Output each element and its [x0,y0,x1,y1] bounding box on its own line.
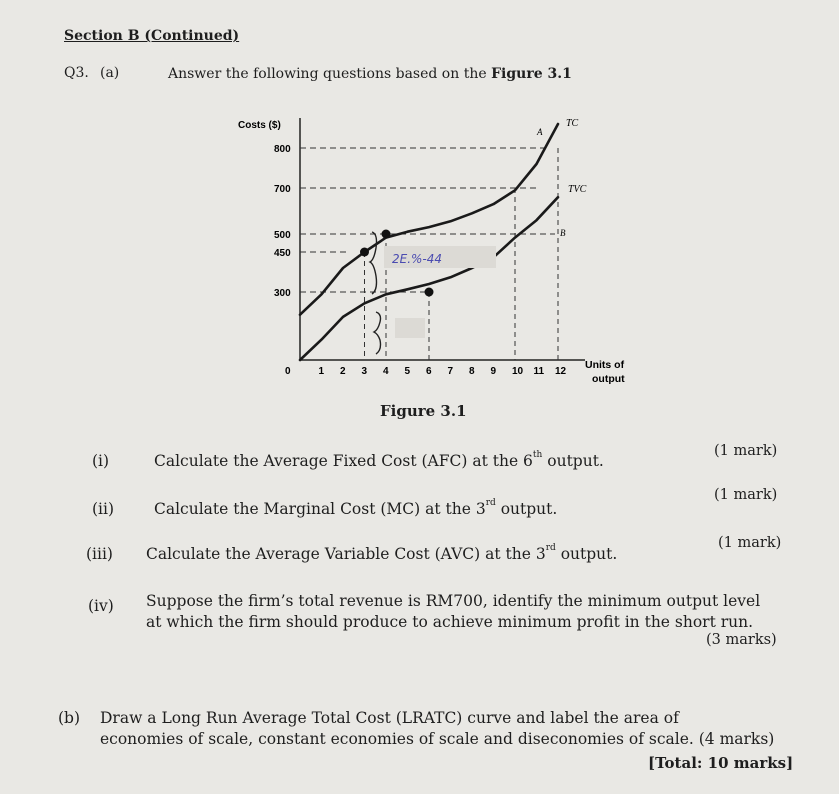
tvc-curve-label: TVC [568,184,587,195]
highlight-point-2 [425,288,434,297]
x-tick-label: 4 [383,366,389,377]
tc-curve-label: TC [566,118,579,129]
question-ii-label: (ii) [92,500,115,518]
question-iv-line1: Suppose the firm’s total revenue is RM700, identify the minimum output level [146,592,761,610]
question-i-label: (i) [92,452,110,470]
x-tick-label: 2 [340,366,346,377]
x-tick-label: 12 [555,366,567,377]
x-tick-label: 7 [447,366,454,377]
x-tick-label: 10 [512,366,524,377]
handwritten-note: 2E.%-44 [392,252,443,266]
intro-figure-ref: Figure 3.1 [491,66,572,82]
part-b-line1: Draw a Long Run Average Total Cost (LRATC) curve and label the area of [100,709,679,727]
y-tick-label: 300 [274,288,291,299]
intro-text: Answer the following questions based on the [168,66,492,82]
y-tick-label: 500 [274,230,291,241]
question-iii-marks: (1 mark) [718,535,782,551]
question-iii-text: Calculate the Average Variable Cost (AVC) at the 3rd output. [146,543,618,563]
part-b-marks: (4 marks) [698,730,775,748]
part-b-line2: economies of scale, constant economies of scale and diseconomies of scale. (4 marks) [100,730,775,748]
question-number: Q3. [64,65,89,81]
point-a-label: A [537,127,543,137]
y-axis-label: Costs ($) [238,120,281,131]
question-iv-line2: at which the firm should produce to achieve minimum profit in the short run. [146,613,754,631]
x-tick-label: 11 [533,366,545,377]
highlight-point-0 [360,248,369,257]
y-tick-label: 800 [274,144,291,155]
question-ii-marks: (1 mark) [714,487,778,503]
tvc-curve [300,197,558,360]
question-iii-label: (iii) [86,545,113,563]
y-tick-label: 450 [274,248,291,259]
question-i-marks: (1 mark) [714,443,778,459]
highlight-point-1 [382,230,391,239]
x-tick-label: 9 [490,366,497,377]
tc-curve [300,124,558,315]
total-marks: [Total: 10 marks] [648,754,794,772]
question-i-text: Calculate the Average Fixed Cost (AFC) at the 6th output. [154,450,604,470]
x-tick-label: 0 [285,366,291,377]
point-b-label: B [560,228,566,238]
x-tick-label: 1 [318,366,325,377]
question-iv-label: (iv) [88,597,114,615]
x-axis-label-line1: Units of [585,359,625,371]
x-axis-label-line2: output [592,373,625,385]
section-title: Section B (Continued) [64,28,240,44]
question-iv-marks: (3 marks) [706,632,777,648]
x-tick-label: 3 [361,366,368,377]
question-ii-text: Calculate the Marginal Cost (MC) at the 3rd output. [154,498,558,518]
figure-caption: Figure 3.1 [380,402,467,420]
x-tick-label: 8 [469,366,475,377]
x-tick-label: 5 [404,366,411,377]
part-b-label: (b) [58,709,81,727]
chart-curves [300,124,558,360]
x-tick-label: 6 [426,366,432,377]
part-a-label: (a) [100,65,120,81]
y-tick-label: 700 [274,184,291,195]
